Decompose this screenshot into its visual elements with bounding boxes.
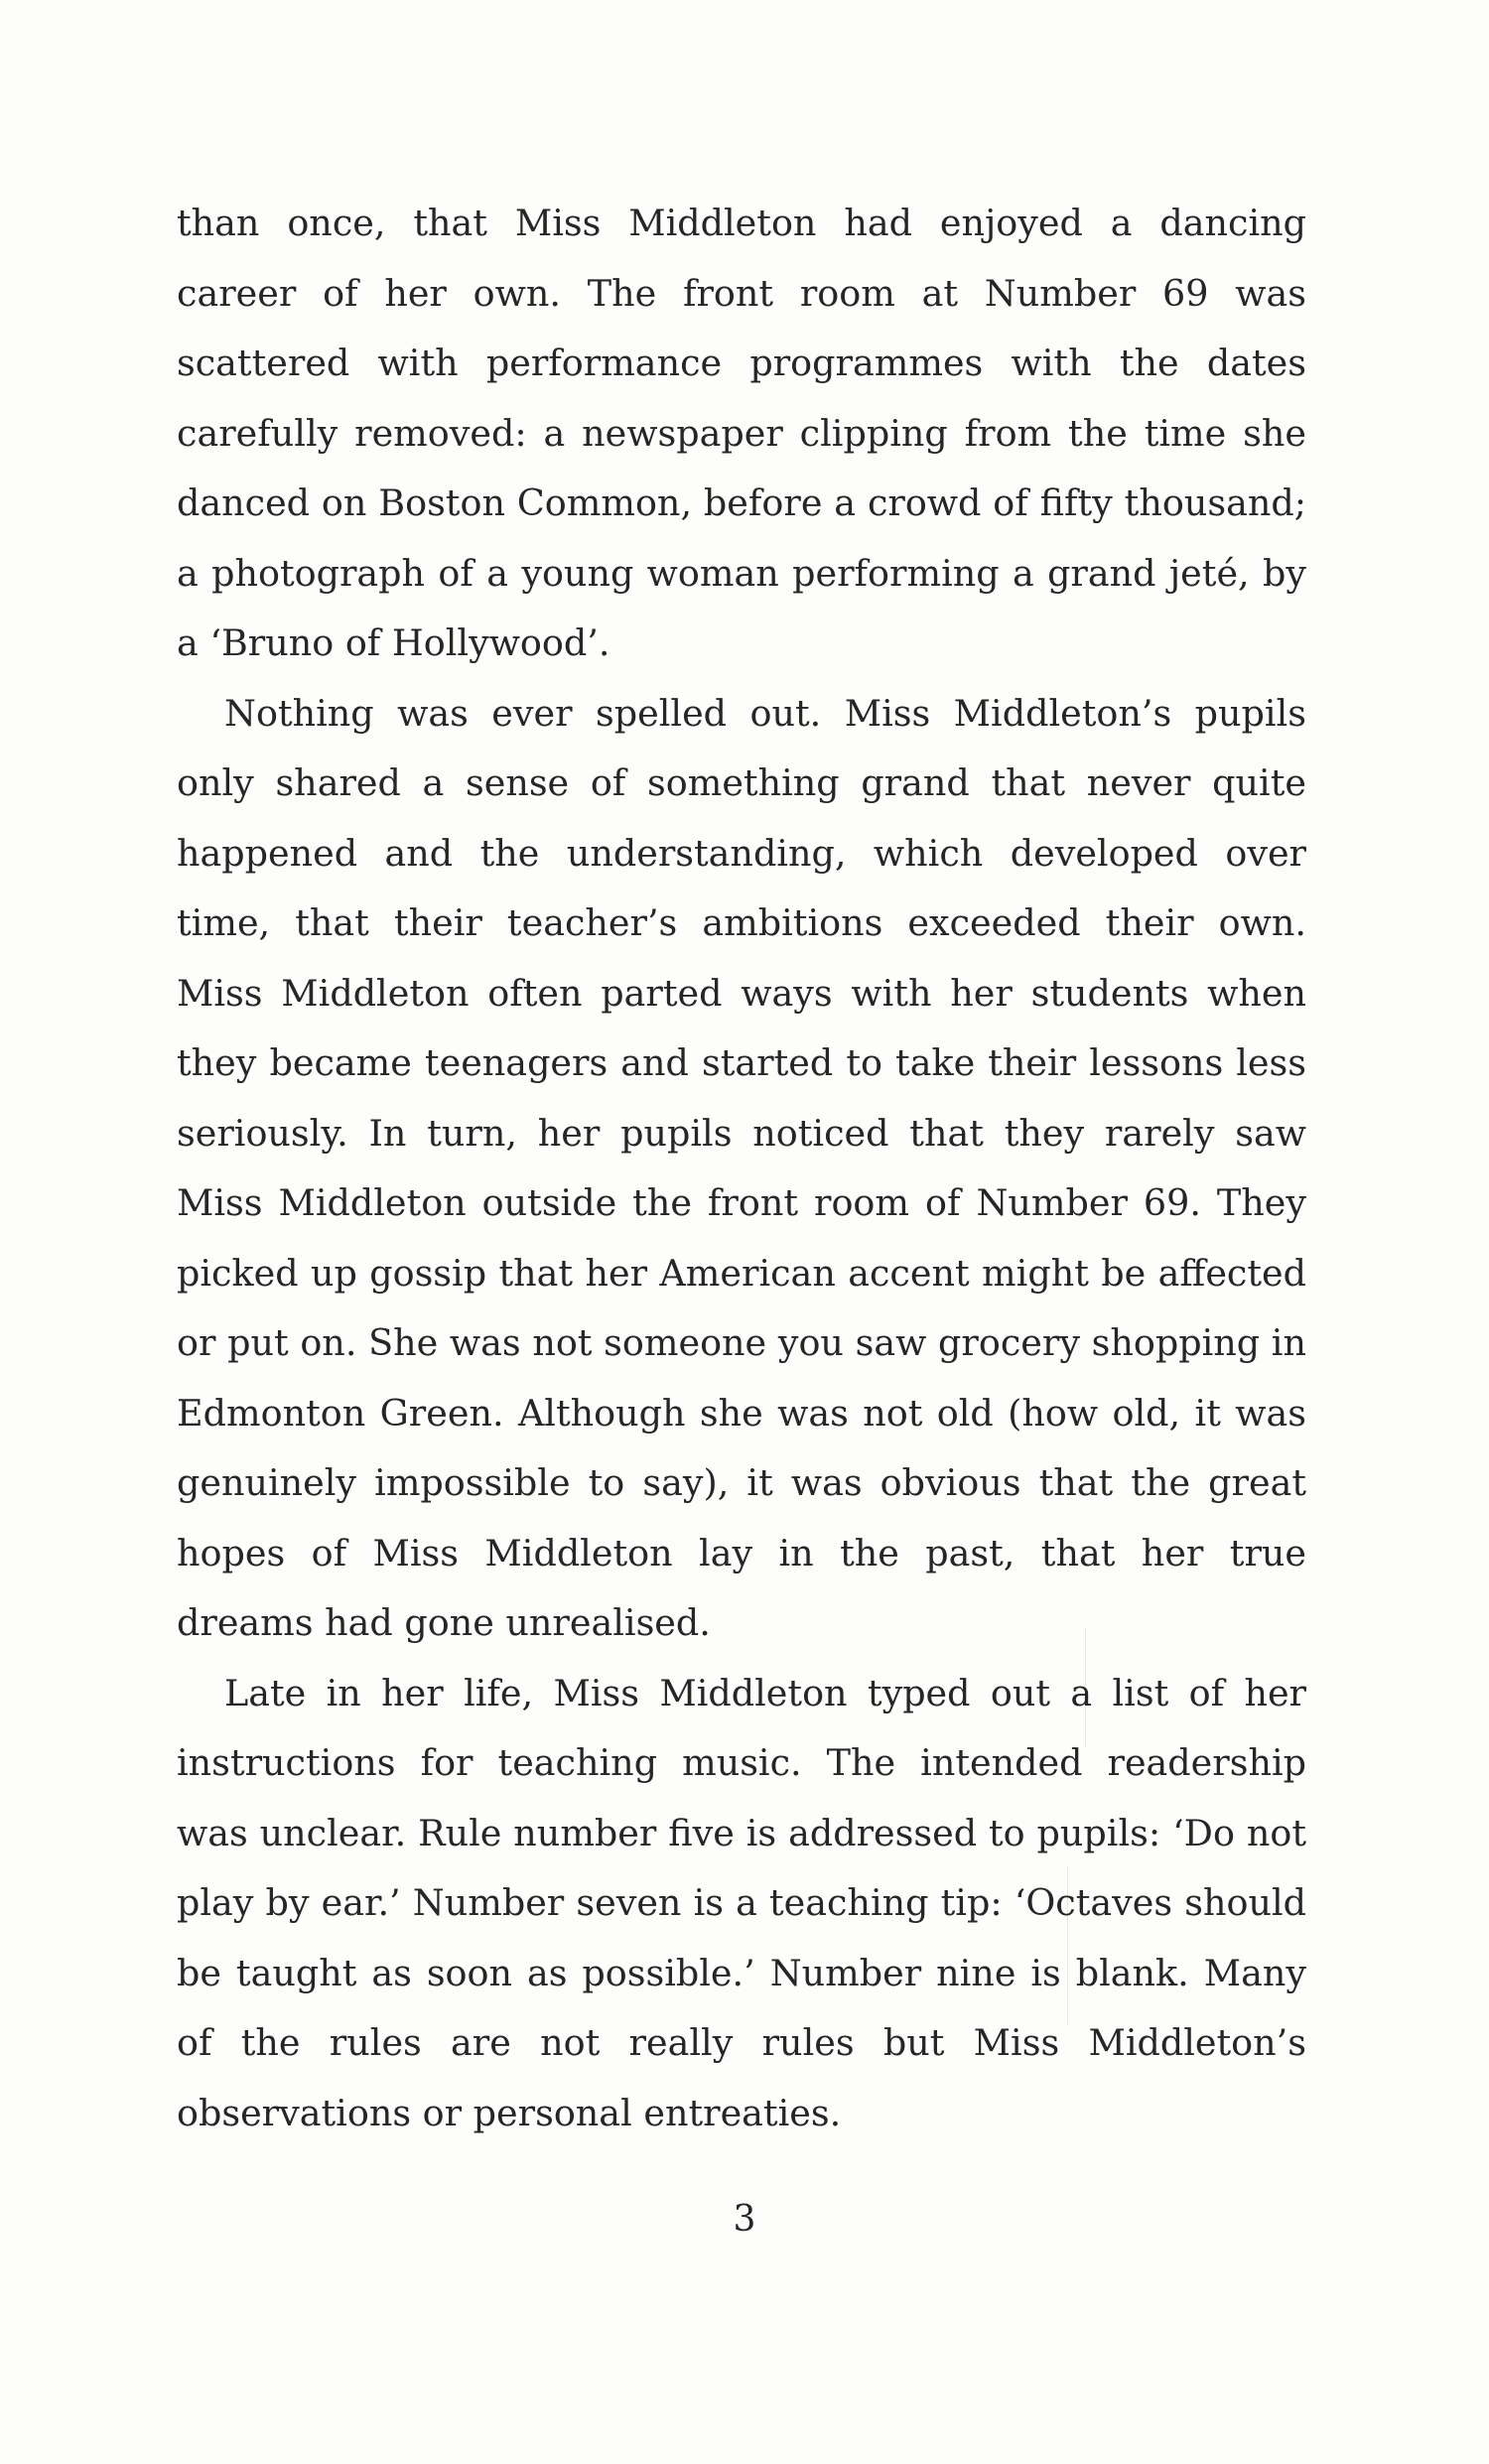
body-text — [177, 189, 1306, 2148]
paragraph-continuation: than once, that Miss Middleton had enjoyed a dancing career of her own. The front room at Number 69 was scattered with performance programmes with the dates carefully removed: a newspaper clipping from the time she danced on Boston Common, before a crowd of fifty thousand; a photograph of a young woman performing a grand jeté, by a ‘Bruno of Hollywood’. — [177, 202, 1306, 664]
page-number: 3 — [733, 2199, 756, 2240]
paragraph: Nothing was ever spelled out. Miss Middleton’s pupils only shared a sense of something grand that never quite happened and the understanding, which developed over time, that their teacher’s ambitions exceeded their own. Miss Middleton often parted ways with her students when they became teenagers and started to take their lessons less seriously. In turn, her pupils noticed that they rarely saw Miss Middleton outside the front room of Number 69. They picked up gossip that her American accent might be affected or put on. She was not someone you saw grocery shopping in Edmonton Green. Although she was not old (how old, it was genuinely impossible to say), it was obvious that the great hopes of Miss Middleton lay in the past, that her true dreams had gone unrealised. — [177, 691, 1306, 1644]
paragraph: Late in her life, Miss Middleton typed out a list of her instructions for teaching music. The intended readership was unclear. Rule number five is addressed to pupils: ‘Do not play by ear.’ Number seven is a teaching tip: ‘Octaves should be taught as soon as possible.’ Number nine is blank. Many of the rules are not really rules but Miss Middleton’s observations or personal entreaties. — [177, 1671, 1306, 2134]
